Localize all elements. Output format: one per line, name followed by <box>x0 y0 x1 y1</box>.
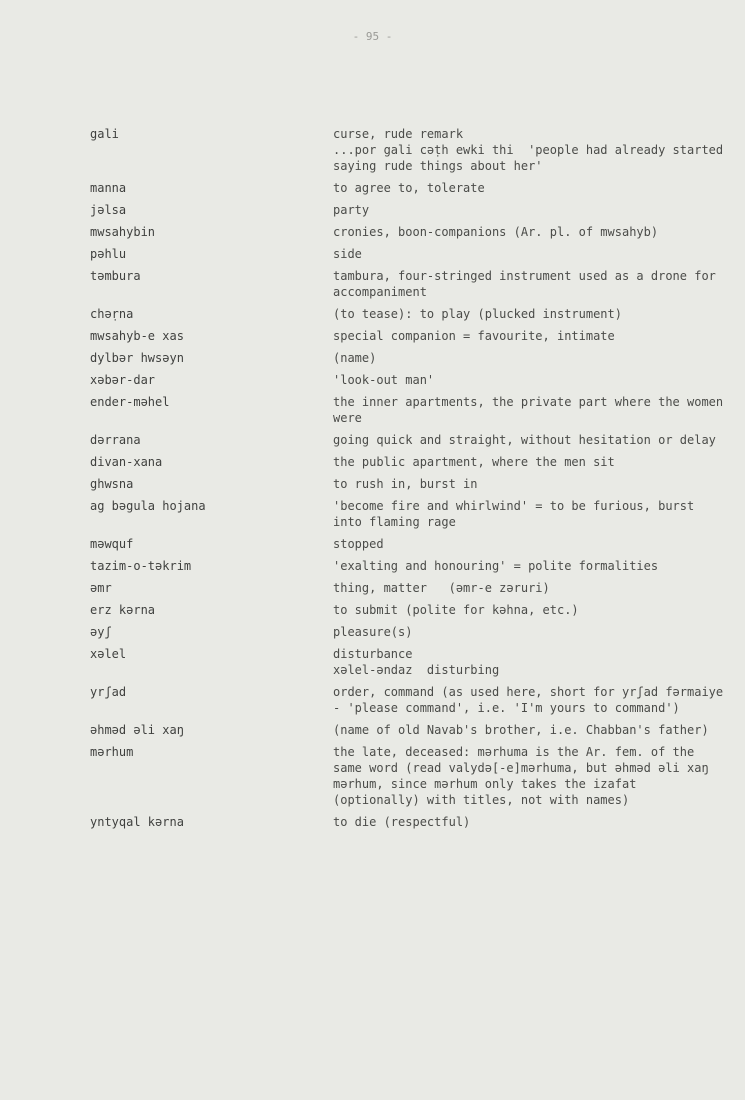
definition-text: going quick and straight, without hesitation or delay <box>333 433 716 447</box>
definition-text: thing, matter (əmr-e zəruri) <box>333 581 550 595</box>
glossary-definition <box>333 536 730 552</box>
glossary-entry <box>90 744 730 808</box>
definition-text: to submit (polite for kəhna, etc.) <box>333 603 579 617</box>
definition-text: 'become fire and whirlwind' = to be furious, burst into flaming rage <box>333 499 702 529</box>
glossary-definition <box>333 224 730 240</box>
definition-text: to rush in, burst in <box>333 477 478 491</box>
definition-text: disturbance <box>333 647 413 661</box>
glossary-term: jəlsa <box>90 203 127 217</box>
glossary-term: ghwsna <box>90 477 134 491</box>
glossary-entry <box>90 624 730 640</box>
glossary-term: təmbura <box>90 269 141 283</box>
glossary-term: mərhum <box>90 745 134 759</box>
glossary-definition <box>333 432 730 448</box>
glossary-entry <box>90 814 730 830</box>
glossary-definition <box>333 498 730 530</box>
glossary-term: chəṛna <box>90 307 134 321</box>
glossary-definition <box>333 602 730 618</box>
glossary-entry <box>90 224 730 240</box>
definition-text: special companion = favourite, intimate <box>333 329 615 343</box>
glossary-definition <box>333 684 730 716</box>
glossary-term: əhməd əli xaŋ <box>90 723 184 737</box>
glossary-definition <box>333 328 730 344</box>
glossary-term: əmr <box>90 581 112 595</box>
glossary-entry <box>90 268 730 300</box>
glossary-definition <box>333 306 730 322</box>
glossary-entry <box>90 602 730 618</box>
glossary-entry <box>90 328 730 344</box>
glossary-entry <box>90 536 730 552</box>
glossary-definition <box>333 814 730 830</box>
glossary-term: tazim-o-təkrim <box>90 559 192 573</box>
glossary-term: mwsahyb-e xas <box>90 329 184 343</box>
glossary-term: məwquf <box>90 537 134 551</box>
glossary-definition <box>333 268 730 300</box>
glossary-term: yrʃad <box>90 685 127 699</box>
glossary-definition <box>333 350 730 366</box>
glossary-definition <box>333 744 730 808</box>
glossary-term: pəhlu <box>90 247 127 261</box>
definition-text: party <box>333 203 370 217</box>
glossary-entry <box>90 350 730 366</box>
glossary-term: əyʃ <box>90 625 112 639</box>
glossary-definition <box>333 372 730 388</box>
glossary-entry <box>90 126 730 174</box>
glossary-definition <box>333 558 730 574</box>
definition-text: tambura, four-stringed instrument used as a drone for accompaniment <box>333 269 724 299</box>
definition-text: the public apartment, where the men sit <box>333 455 615 469</box>
definition-text: (name of old Navab's brother, i.e. Chabban's father) <box>333 723 709 737</box>
glossary-definition <box>333 722 730 738</box>
glossary-entry <box>90 646 730 678</box>
definition-text: curse, rude remark <box>333 127 464 141</box>
definition-text: stopped <box>333 537 384 551</box>
glossary-term: dərrana <box>90 433 141 447</box>
glossary-term: yntyqal kərna <box>90 815 184 829</box>
glossary-term: manna <box>90 181 127 195</box>
page-number: - 95 - <box>352 30 393 43</box>
glossary-definition <box>333 246 730 262</box>
definition-text: the late, deceased: mərhuma is the Ar. fem. of the same word (read valydə[-e]mərhuma, but əhməd əli xaŋ mərhum, since mərhum only takes the izafat (optionally) with titles, not with names) <box>333 745 716 807</box>
glossary-entry <box>90 684 730 716</box>
definition-text: to agree to, tolerate <box>333 181 485 195</box>
glossary-entry <box>90 394 730 426</box>
definition-text: order, command (as used here, short for yrʃad fərmaiye - 'please command', i.e. 'I'm yours to command') <box>333 685 731 715</box>
definition-text: side <box>333 247 362 261</box>
glossary-definition <box>333 394 730 426</box>
glossary-term: gali <box>90 127 119 141</box>
glossary-term: ender-məhel <box>90 395 170 409</box>
usage-example: xəlel-əndaz disturbing <box>333 663 500 677</box>
definition-text: (name) <box>333 351 377 365</box>
glossary-term: mwsahybin <box>90 225 156 239</box>
glossary-entry <box>90 558 730 574</box>
definition-text: cronies, boon-companions (Ar. pl. of mwsahyb) <box>333 225 659 239</box>
glossary-entry <box>90 454 730 470</box>
glossary-entry <box>90 180 730 196</box>
glossary-definition <box>333 126 730 174</box>
glossary-entry <box>90 580 730 596</box>
glossary-definition <box>333 476 730 492</box>
glossary-term: ag bəgula hojana <box>90 499 206 513</box>
glossary-entry <box>90 498 730 530</box>
glossary-entry <box>90 202 730 218</box>
glossary-term: xəbər-dar <box>90 373 156 387</box>
glossary-definition <box>333 646 730 678</box>
glossary-term: divan-xana <box>90 455 163 469</box>
definition-text: pleasure(s) <box>333 625 413 639</box>
usage-example: ...por gali cəṭh ewki thi 'people had already started saying rude things about her' <box>333 143 731 173</box>
glossary-definition <box>333 202 730 218</box>
glossary-entry <box>90 306 730 322</box>
glossary-entry <box>90 476 730 492</box>
glossary-definition <box>333 180 730 196</box>
glossary-entry <box>90 722 730 738</box>
definition-text: the inner apartments, the private part where the women were <box>333 395 731 425</box>
glossary-entry <box>90 246 730 262</box>
definition-text: to die (respectful) <box>333 815 471 829</box>
glossary-term: dylbər hwsəyn <box>90 351 184 365</box>
glossary-definition <box>333 454 730 470</box>
glossary-entry <box>90 432 730 448</box>
glossary-list <box>90 126 730 836</box>
glossary-term: erz kərna <box>90 603 156 617</box>
glossary-definition <box>333 624 730 640</box>
definition-text: 'look-out man' <box>333 373 435 387</box>
glossary-term: xəlel <box>90 647 127 661</box>
definition-text: (to tease): to play (plucked instrument) <box>333 307 622 321</box>
definition-text: 'exalting and honouring' = polite formalities <box>333 559 659 573</box>
glossary-definition <box>333 580 730 596</box>
glossary-entry <box>90 372 730 388</box>
